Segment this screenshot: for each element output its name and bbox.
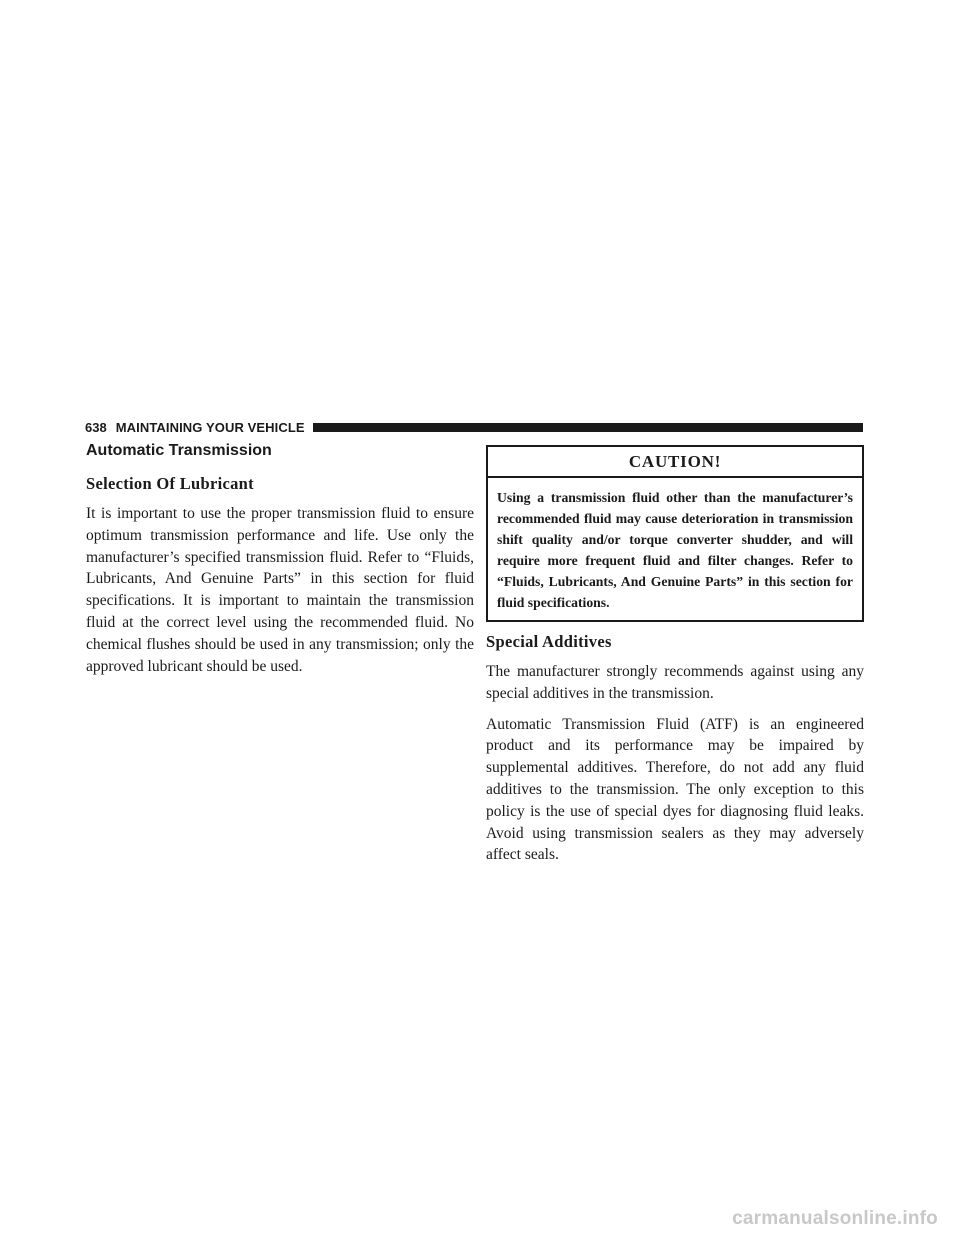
caution-box	[486, 445, 864, 622]
subheading-special-additives: Special Additives	[486, 632, 612, 651]
header-rule	[313, 423, 863, 432]
lubricant-paragraph: It is important to use the proper transmission fluid to ensure optimum transmission performance and life. Use only the manufacturer’s specified transmission fluid. Refer to “Fluids, Lubricants, And Genuine Parts” in this section for fluid specifications. It is important to maintain the transmission fluid at the correct level using the recommended fluid. No chemical flushes should be used in any transmission; only the approved lubricant should be used.	[86, 505, 474, 675]
watermark-link[interactable]: carmanualsonline.info	[732, 1208, 938, 1229]
page-header	[85, 419, 863, 435]
right-column	[486, 445, 864, 875]
caution-text: Using a transmission fluid other than the manufacturer’s recommended fluid may cause deterioration in transmission shift quality and/or torque converter shudder, and will require more frequent fluid and filter changes. Refer to “Fluids, Lubricants, And Genuine Parts” in this section for fluid specifications.	[497, 490, 853, 610]
page-number: 638	[85, 419, 107, 435]
caution-title: CAUTION!	[488, 447, 862, 478]
subheading-selection-of-lubricant: Selection Of Lubricant	[86, 474, 254, 493]
additives-paragraph-2: Automatic Transmission Fluid (ATF) is an engineered product and its performance may be impaired by supplemental additives. Therefore, do not add any fluid additives to the transmission. The only exception to this policy is the use of special dyes for diagnosing fluid leaks. Avoid using transmission sealers as they may adversely affect seals.	[486, 715, 864, 864]
section-title: MAINTAINING YOUR VEHICLE	[115, 419, 305, 435]
section-heading: Automatic Transmission	[86, 442, 272, 459]
left-column	[86, 442, 474, 686]
additives-paragraph-1: The manufacturer strongly recommends against using any special additives in the transmission.	[486, 663, 864, 702]
